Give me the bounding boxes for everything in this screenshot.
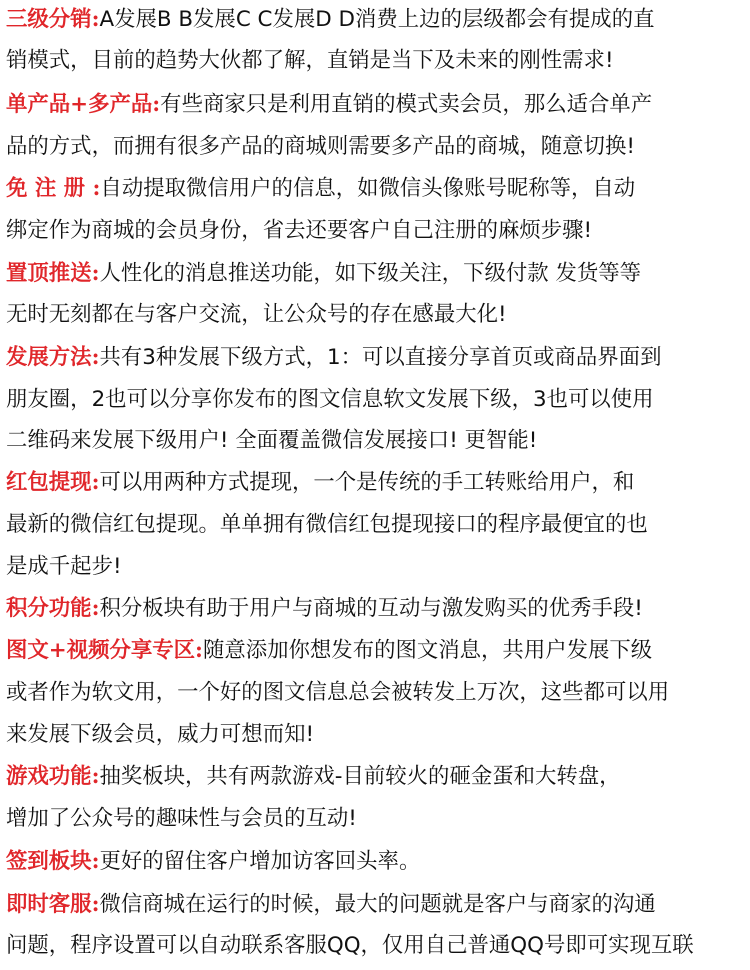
section-red-packet-withdraw-line-1: [6, 463, 750, 503]
section-label: 三级分销:: [6, 7, 100, 32]
section-development-method-line-1: [6, 338, 750, 378]
section-label: 免 注 册 :: [6, 176, 101, 201]
section-text: 朋友圈，2也可以分享你发布的图文信息软文发展下级，3也可以使用: [6, 387, 654, 412]
section-label: 游戏功能:: [6, 764, 100, 789]
section-text: 品的方式，而拥有很多产品的商城则需要多产品的商城，随意切换!: [6, 134, 635, 159]
section-text: 销模式，目前的趋势大伙都了解，直销是当下及未来的刚性需求!: [6, 48, 614, 73]
section-text: 或者作为软文用，一个好的图文信息总会被转发上万次，这些都可以用: [6, 680, 670, 705]
section-text: 问题，程序设置可以自动联系客服QQ，仅用自己普通QQ号即可实现互联: [6, 933, 694, 958]
section-text: 增加了公众号的趣味性与会员的互动!: [6, 806, 357, 831]
section-text: 共有3种发展下级方式，1：可以直接分享首页或商品界面到: [99, 345, 662, 370]
section-text: 绑定作为商城的会员身份，省去还要客户自己注册的麻烦步骤!: [6, 218, 593, 243]
section-three-level-distribution-line-1: [6, 0, 750, 40]
section-label: 置顶推送:: [6, 261, 100, 286]
section-text: 无时无刻都在与客户交流，让公众号的存在感最大化!: [6, 302, 507, 327]
section-label: 即时客服:: [6, 892, 100, 917]
section-text: 来发展下级会员，威力可想而知!: [6, 722, 315, 747]
section-instant-service-line-2: [6, 926, 750, 966]
section-three-level-distribution-line-2: [6, 41, 750, 81]
section-label: 发展方法:: [6, 345, 100, 370]
section-text: 自动提取微信用户的信息，如微信头像账号昵称等，自动: [100, 176, 636, 201]
section-text: 人性化的消息推送功能，如下级关注，下级付款 发货等等: [99, 261, 642, 286]
section-text: 抽奖板块，共有两款游戏-目前较火的砸金蛋和大转盘，: [99, 764, 621, 789]
section-text: A发展B B发展C C发展D D消费上边的层级都会有提成的直: [99, 7, 655, 32]
section-text: 可以用两种方式提现，一个是传统的手工转账给用户，和: [99, 470, 635, 495]
section-no-registration-line-1: [6, 169, 750, 209]
section-points-function-line-1: [6, 589, 750, 629]
section-label: 积分功能:: [6, 596, 100, 621]
section-text: 微信商城在运行的时候，最大的问题就是客户与商家的沟通: [99, 892, 656, 917]
section-red-packet-withdraw-line-2: [6, 505, 750, 545]
section-text: 是成千起步!: [6, 554, 122, 579]
section-label: 单产品+多产品:: [6, 92, 161, 117]
section-red-packet-withdraw-line-3: [6, 547, 750, 587]
section-media-share-line-2: [6, 673, 750, 713]
section-text: 随意添加你想发布的图文消息，共用户发展下级: [202, 638, 653, 663]
section-game-function-line-1: [6, 757, 750, 797]
section-instant-service-line-1: [6, 885, 750, 925]
section-top-push-line-1: [6, 254, 750, 294]
section-development-method-line-2: [6, 380, 750, 420]
section-text: 最新的微信红包提现。单单拥有微信红包提现接口的程序最便宜的也: [6, 512, 648, 537]
section-label: 签到板块:: [6, 849, 100, 874]
section-game-function-line-2: [6, 799, 750, 839]
section-media-share-line-1: [6, 631, 750, 671]
section-text: 积分板块有助于用户与商城的互动与激发购买的优秀手段!: [99, 596, 643, 621]
section-text: 有些商家只是利用直销的模式卖会员，那么适合单产: [160, 92, 653, 117]
section-text: 二维码来发展下级用户! 全面覆盖微信发展接口! 更智能!: [6, 428, 538, 453]
section-no-registration-line-2: [6, 211, 750, 251]
section-label: 红包提现:: [6, 470, 100, 495]
section-top-push-line-2: [6, 295, 750, 335]
section-development-method-line-3: [6, 421, 750, 461]
section-text: 更好的留住客户增加访客回头率。: [99, 849, 421, 874]
section-label: 图文+视频分享专区:: [6, 638, 203, 663]
section-media-share-line-3: [6, 715, 750, 755]
section-check-in-line-1: [6, 842, 750, 882]
section-single-multi-product-line-2: [6, 127, 750, 167]
section-single-multi-product-line-1: [6, 85, 750, 125]
